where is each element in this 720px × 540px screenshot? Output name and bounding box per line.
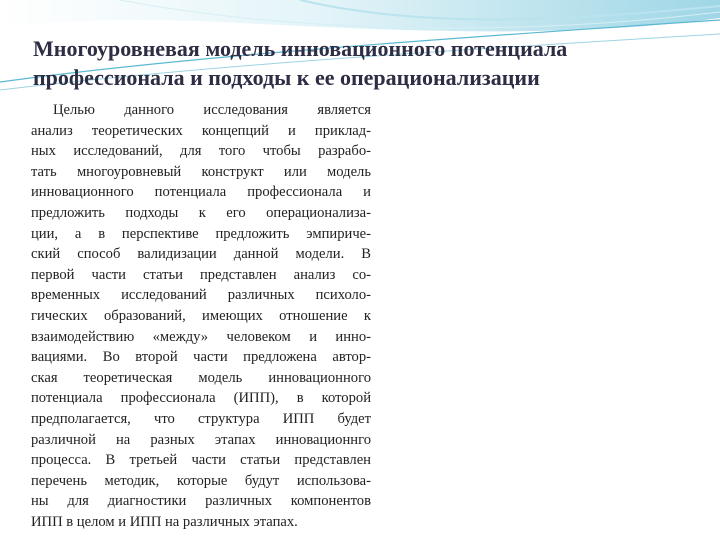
paragraph-line: тать многоуровневый конструкт или модель [31, 163, 371, 180]
paragraph-line: первой части статьи представлен анализ со- [31, 266, 371, 283]
paragraph-line: потенциала профессионала (ИПП), в которой [31, 390, 371, 407]
scanned-paragraph [31, 100, 371, 532]
paragraph-line: ных исследований, для того чтобы разрабо- [31, 143, 371, 160]
paragraph-line: процесса. В третьей части статьи представлен [31, 452, 371, 469]
paragraph-line: вациями. Во второй части предложена автор- [31, 349, 371, 366]
paragraph-line: ская теоретическая модель инновационного [31, 369, 371, 386]
paragraph-line: предложить подходы к его операционализа- [31, 204, 371, 221]
paragraph-line: ции, а в перспективе предложить эмпириче- [31, 225, 371, 242]
paragraph-line: различной на разных этапах инновационнго [31, 431, 371, 448]
slide-title [33, 34, 703, 92]
paragraph-line: перечень методик, которые будут использова- [31, 472, 371, 489]
paragraph-line: анализ теоретических концепций и приклад- [31, 122, 371, 139]
paragraph-line: гических образований, имеющих отношение к [31, 307, 371, 324]
slide-title-line-1: Многоуровневая модель инновационного потенциала [33, 36, 568, 61]
paragraph-line: инновационного потенциала профессионала и [31, 184, 371, 201]
paragraph-line: предполагается, что структура ИПП будет [31, 410, 371, 427]
paragraph-line: временных исследований различных психоло- [31, 287, 371, 304]
paragraph-line: ны для диагностики различных компонентов [31, 493, 371, 510]
paragraph-line: взаимодействию «между» человеком и инно- [31, 328, 371, 345]
slide-title-line-2: профессионала и подходы к ее операционализации [33, 65, 540, 90]
paragraph-line: ский способ валидизации данной модели. В [31, 246, 371, 263]
paragraph-line: ИПП в целом и ИПП на различных этапах. [31, 513, 298, 530]
paragraph-line: Целью данного исследования является [53, 102, 371, 118]
